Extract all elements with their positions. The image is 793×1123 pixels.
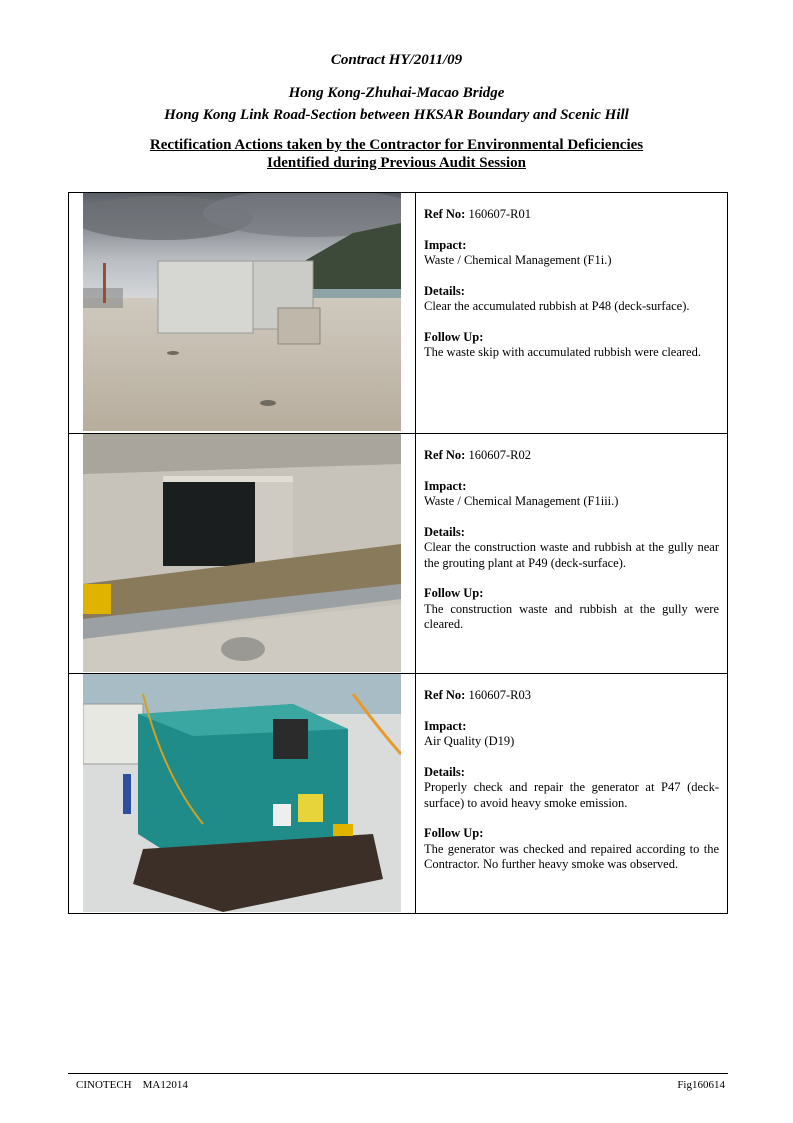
impact-value: Air Quality (D19) (424, 734, 515, 748)
follow-up-value: The construction waste and rubbish at the gully were cleared. (424, 601, 719, 631)
footer-figure-number: Fig160614 (677, 1079, 725, 1091)
impact-label: Impact: (424, 478, 467, 493)
table-row (69, 434, 728, 674)
impact-value: Waste / Chemical Management (F1i.) (424, 253, 612, 267)
details-value: Clear the construction waste and rubbish at the gully near the grouting plant at P49 (deck-surface). (424, 540, 719, 570)
site-photo-deck-containers (83, 193, 401, 431)
site-photo-gully (83, 434, 401, 672)
photo-cell (69, 434, 416, 674)
details-label: Details: (424, 524, 465, 539)
subtitle-line2: Identified during Previous Audit Session (267, 155, 526, 171)
impact-label: Impact: (424, 718, 467, 733)
details-cell (416, 193, 728, 434)
site-photo-generator (83, 674, 401, 912)
follow-up-label: Follow Up: (424, 586, 484, 600)
follow-up-label: Follow Up: (424, 329, 484, 344)
details-cell (416, 674, 728, 914)
details-cell (416, 434, 728, 674)
follow-up-value: The generator was checked and repaired according to the Contractor. No further heavy smoke was observed. (424, 841, 719, 871)
ref-label: Ref No: (424, 448, 466, 462)
contract-title: Contract HY/2011/09 (330, 52, 463, 68)
rectification-table (68, 192, 728, 914)
subtitle-line1: Rectification Actions taken by the Contractor for Environmental Deficiencies (149, 137, 644, 153)
details-label: Details: (424, 283, 465, 298)
ref-label: Ref No: (424, 207, 466, 221)
table-row (69, 193, 728, 434)
ref-label: Ref No: (424, 688, 466, 702)
details-value: Properly check and repair the generator at P47 (deck-surface) to avoid heavy smoke emission. (424, 780, 719, 810)
project-title-line2: Hong Kong Link Road-Section between HKSAR Boundary and Scenic Hill (164, 107, 629, 123)
ref-value: 160607-R03 (468, 688, 531, 702)
footer-divider (68, 1073, 728, 1074)
details-value: Clear the accumulated rubbish at P48 (deck-surface). (424, 299, 690, 313)
follow-up-value: The waste skip with accumulated rubbish were cleared. (424, 345, 701, 359)
photo-cell (69, 193, 416, 434)
ref-value: 160607-R01 (468, 207, 531, 221)
table-row (69, 674, 728, 914)
impact-label: Impact: (424, 237, 467, 252)
impact-value: Waste / Chemical Management (F1iii.) (424, 494, 619, 508)
project-title-line1: Hong Kong-Zhuhai-Macao Bridge (288, 85, 505, 101)
footer-reference: CINOTECH MA12014 (76, 1079, 188, 1091)
details-label: Details: (424, 764, 465, 779)
ref-value: 160607-R02 (468, 448, 531, 462)
photo-cell (69, 674, 416, 914)
follow-up-label: Follow Up: (424, 826, 484, 840)
